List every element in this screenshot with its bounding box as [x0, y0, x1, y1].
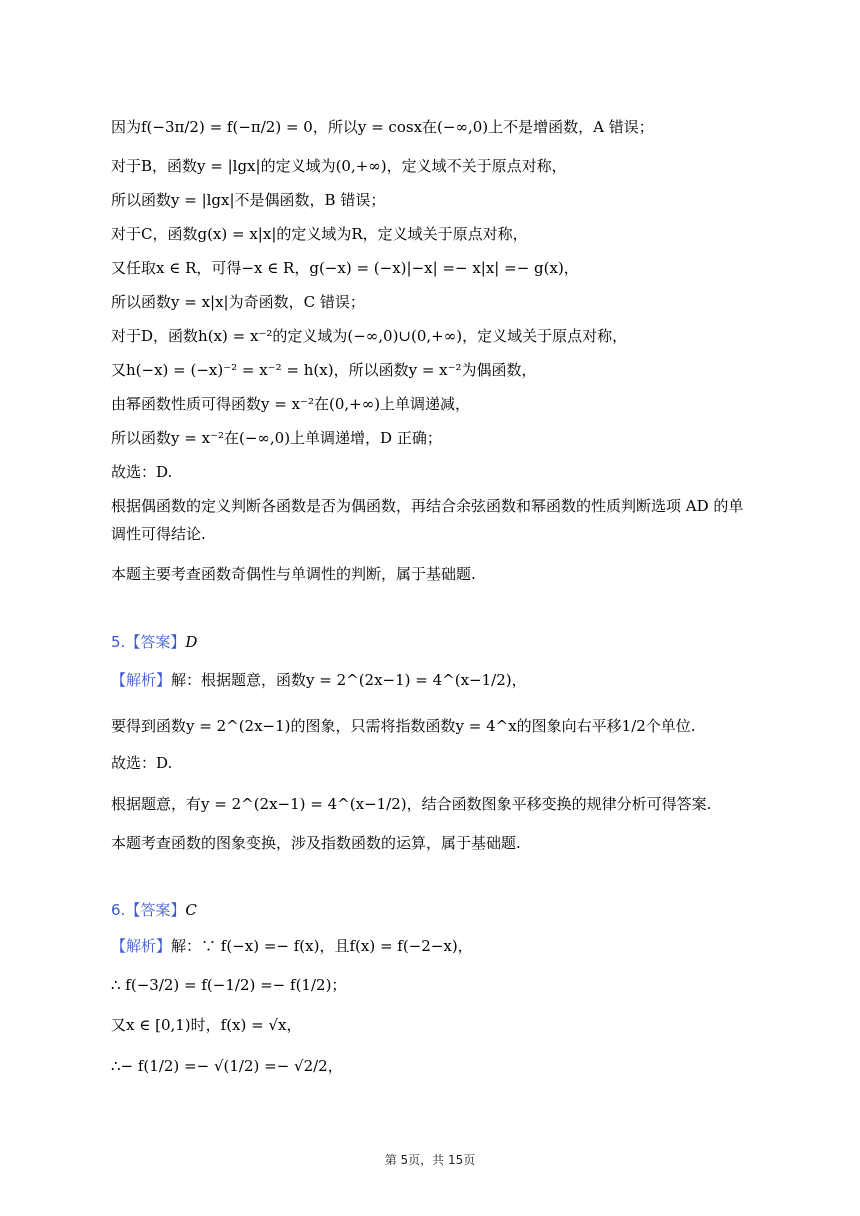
- text-line: 故选：D.: [111, 754, 173, 772]
- question-6-header: [111, 899, 750, 921]
- answer-value: D: [185, 633, 198, 651]
- text-line: 本题考查函数的图象变换，涉及指数函数的运算，属于基础题.: [111, 834, 521, 852]
- text-line: 又h(−x) = (−x)⁻² = x⁻² = h(x)，所以函数y = x⁻²为偶函数，: [111, 361, 537, 379]
- text-line: ∴ f(−3/2) = f(−1/2) =− f(1/2)；: [111, 976, 347, 994]
- text-line: 所以函数y = |lgx|不是偶函数，B 错误；: [111, 191, 386, 209]
- question-number: 6.: [111, 901, 126, 919]
- text-line: 所以函数y = x|x|为奇函数，C 错误；: [111, 293, 365, 311]
- text-line: 又任取x ∈ R，可得−x ∈ R，g(−x) = (−x)|−x| =− x|x| =− g(x)，: [111, 259, 579, 277]
- analysis-text: 解：根据题意，函数y = 2^(2x−1) = 4^(x−1/2)，: [171, 671, 527, 689]
- text-line: 故选：D.: [111, 463, 173, 481]
- question-number: 5.: [111, 633, 126, 651]
- analysis-line: [111, 669, 750, 691]
- text-line: 对于B，函数y = |lgx|的定义域为(0,+∞)，定义域不关于原点对称，: [111, 157, 567, 175]
- text-line: 根据题意，有y = 2^(2x−1) = 4^(x−1/2)，结合函数图象平移变换的规律分析可得答案.: [111, 795, 712, 813]
- text-line: 由幂函数性质可得函数y = x⁻²在(0,+∞)上单调递减，: [111, 395, 471, 413]
- analysis-text: 解：∵ f(−x) =− f(x)，且f(x) = f(−2−x)，: [171, 937, 473, 955]
- text-line: 本题主要考查函数奇偶性与单调性的判断，属于基础题.: [111, 565, 476, 583]
- answer-tag: 【答案】: [125, 633, 186, 651]
- page-footer: 第 5页，共 15页: [384, 1153, 476, 1167]
- text-paragraph: 根据偶函数的定义判断各函数是否为偶函数，再结合余弦函数和幂函数的性质判断选项 AD 的单调性可得结论.: [111, 497, 744, 543]
- answer-value: C: [185, 901, 197, 919]
- text-line: 对于D，函数h(x) = x⁻²的定义域为(−∞,0)∪(0,+∞)，定义域关于原点对称，: [111, 327, 628, 345]
- answer-tag: 【答案】: [125, 901, 186, 919]
- text-line: 要得到函数y = 2^(2x−1)的图象，只需将指数函数y = 4^x的图象向右平移1/2个单位.: [111, 717, 696, 735]
- analysis-line: [111, 935, 750, 957]
- text-line: 对于C，函数g(x) = x|x|的定义域为R，定义域关于原点对称，: [111, 225, 528, 243]
- text-line: 因为f(−3π/2) = f(−π/2) = 0，所以y = cosx在(−∞,0)上不是增函数，A 错误；: [111, 118, 654, 136]
- text-line: ∴− f(1/2) =− √(1/2) =− √2/2，: [111, 1057, 343, 1075]
- question-5-header: [111, 631, 750, 653]
- analysis-tag: 【解析】: [111, 937, 172, 955]
- text-line: 又x ∈ [0,1)时，f(x) = √x，: [111, 1016, 302, 1034]
- analysis-tag: 【解析】: [111, 671, 172, 689]
- text-line: 所以函数y = x⁻²在(−∞,0)上单调递增，D 正确；: [111, 429, 442, 447]
